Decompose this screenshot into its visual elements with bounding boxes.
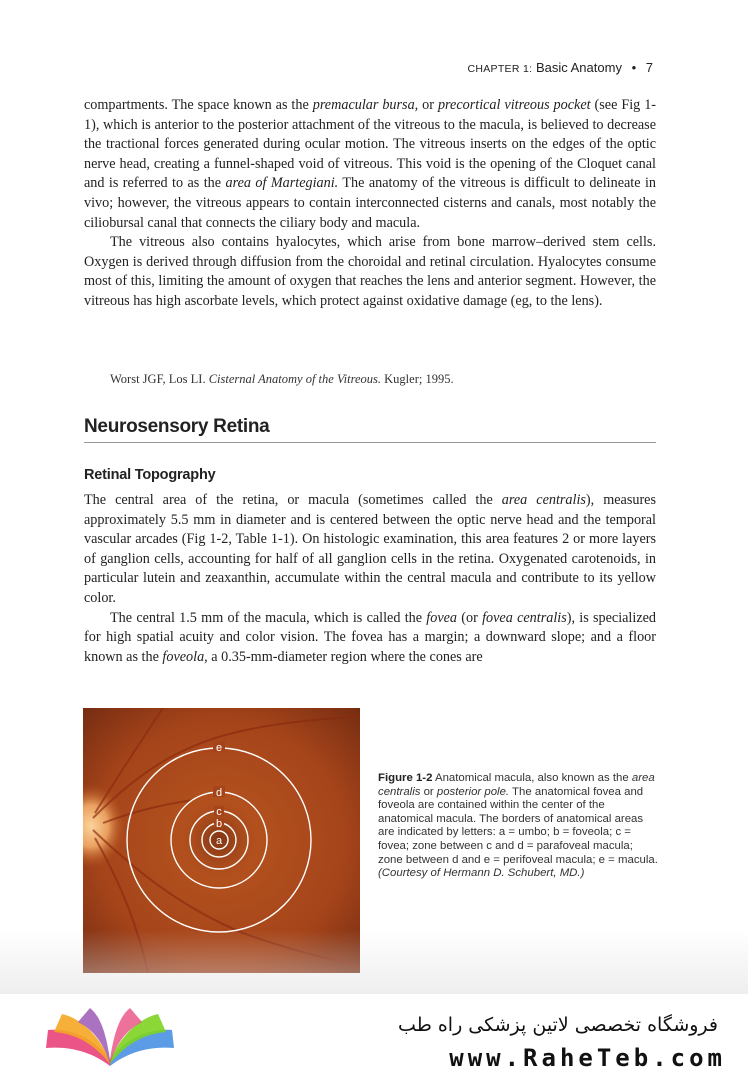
text-run: premacular bursa, [312,97,419,113]
text-run: area centralis [501,492,586,508]
text-run: Worst JGF, Los LI. [110,372,209,386]
label-d: d [215,787,223,799]
text-run: The vitreous also contains hyalocytes, which arise from bone marrow–derived stem cells. Oxygen is derived through diffusion from the choroidal and retinal circulation. Hyalocytes consume most of this, limiting the amount of oxygen that reaches the lens and anterior segment. However, the vitreous has high ascorbate levels, which protect against oxidative damage (eg, to the lens). [84,234,656,309]
text-run: ), is specialized for high spatial acuity and color vision. The fovea has a margin; a downward slope; and a floor known as the [84,609,657,665]
text-run: fovea centralis [482,609,567,626]
watermark-url: www.RaheTeb.com [449,1044,726,1072]
text-run: area centralis [378,772,655,798]
text-run: Figure 1-2 [378,772,433,784]
label-c: c [216,806,222,818]
text-run: Cisternal Anatomy of the Vitreous. [208,372,382,386]
text-run: (or [457,609,483,626]
text-run: a 0.35-mm-diameter region where the cones are [207,648,483,665]
label-b: b [215,818,223,830]
text-run: fovea [426,609,458,626]
subsection-heading: Retinal Topography [84,467,216,483]
paragraph-4 [84,609,656,668]
paragraph-3 [84,491,656,609]
text-run: (see Fig 1-1), which is anterior to the posterior attachment of the vitreous to the macula, is believed to decrease the tractional forces generated during ocular motion. The vitreous inserts on the edges of the optic nerve head, creating a funnel-shaped void of vitreous. This void is the opening of the Cloquet canal and is referred to as the [84,97,657,192]
text-run: foveola, [162,648,208,665]
text-run: ), measures approximately 5.5 mm in diameter and is centered between the optic nerve head and the temporal vascular arcades (Fig 1-2, Table 1-1). On histologic examination, this area features 2 or more layers of ganglion cells, accounting for half of all ganglion cells in the retina. Oxygenated carotenoids, in particular lutein and zeaxanthin, accumulate within the central macula and contribute to its yellow color. [84,492,656,606]
watermark-persian-text: فروشگاه تخصصی لاتین پزشکی راه طب [398,1014,718,1036]
label-e: e [215,742,223,754]
text-run: area of Martegiani. [225,175,339,192]
reference-citation [110,372,454,387]
text-run: (Courtesy of Hermann D. Schubert, MD.) [378,867,585,880]
text-run: Kugler; 1995. [381,372,454,386]
label-a: a [215,835,223,847]
text-run: precortical vitreous pocket [437,97,591,113]
text-run: The anatomy of the vitreous is difficult to delineate in vivo; however, the vitreous appears to contain interconnected cisterns and canals, most notably the ciliobursal canal that connects the ciliary body and macula. [84,175,656,231]
text-run: The anatomical fovea and foveola are contained within the center of the anatomical macula. The borders of anatomical areas are indicated by letters: a = umbo; b = foveola; c = fovea; zone between c and d = parafoveal macula; zone between d and e = perifoveal macula; e = macula. [378,785,658,866]
paragraph-vitreous [84,96,656,312]
text-run: The central 1.5 mm of the macula, which is called the [110,609,427,626]
text-run: compartments. The space known as the [84,97,313,113]
paragraph-1 [84,96,656,233]
section-heading: Neurosensory Retina [84,416,656,443]
paragraph-2 [84,233,656,311]
text-run: or [420,785,437,798]
book-logo-icon [40,1008,180,1068]
text-run: posterior pole. [436,785,510,798]
text-run: Anatomical macula, also known as the [432,772,632,784]
text-run: The central area of the retina, or macula (sometimes called the [84,492,502,508]
header-bullet: • [631,60,637,75]
text-run: or [418,97,438,113]
figure-caption [378,772,658,881]
paragraph-macula [84,491,656,667]
chapter-label: CHAPTER 1: [467,63,533,75]
running-header [467,60,653,75]
page-number: 7 [645,60,653,75]
chapter-title: Basic Anatomy [535,60,622,75]
